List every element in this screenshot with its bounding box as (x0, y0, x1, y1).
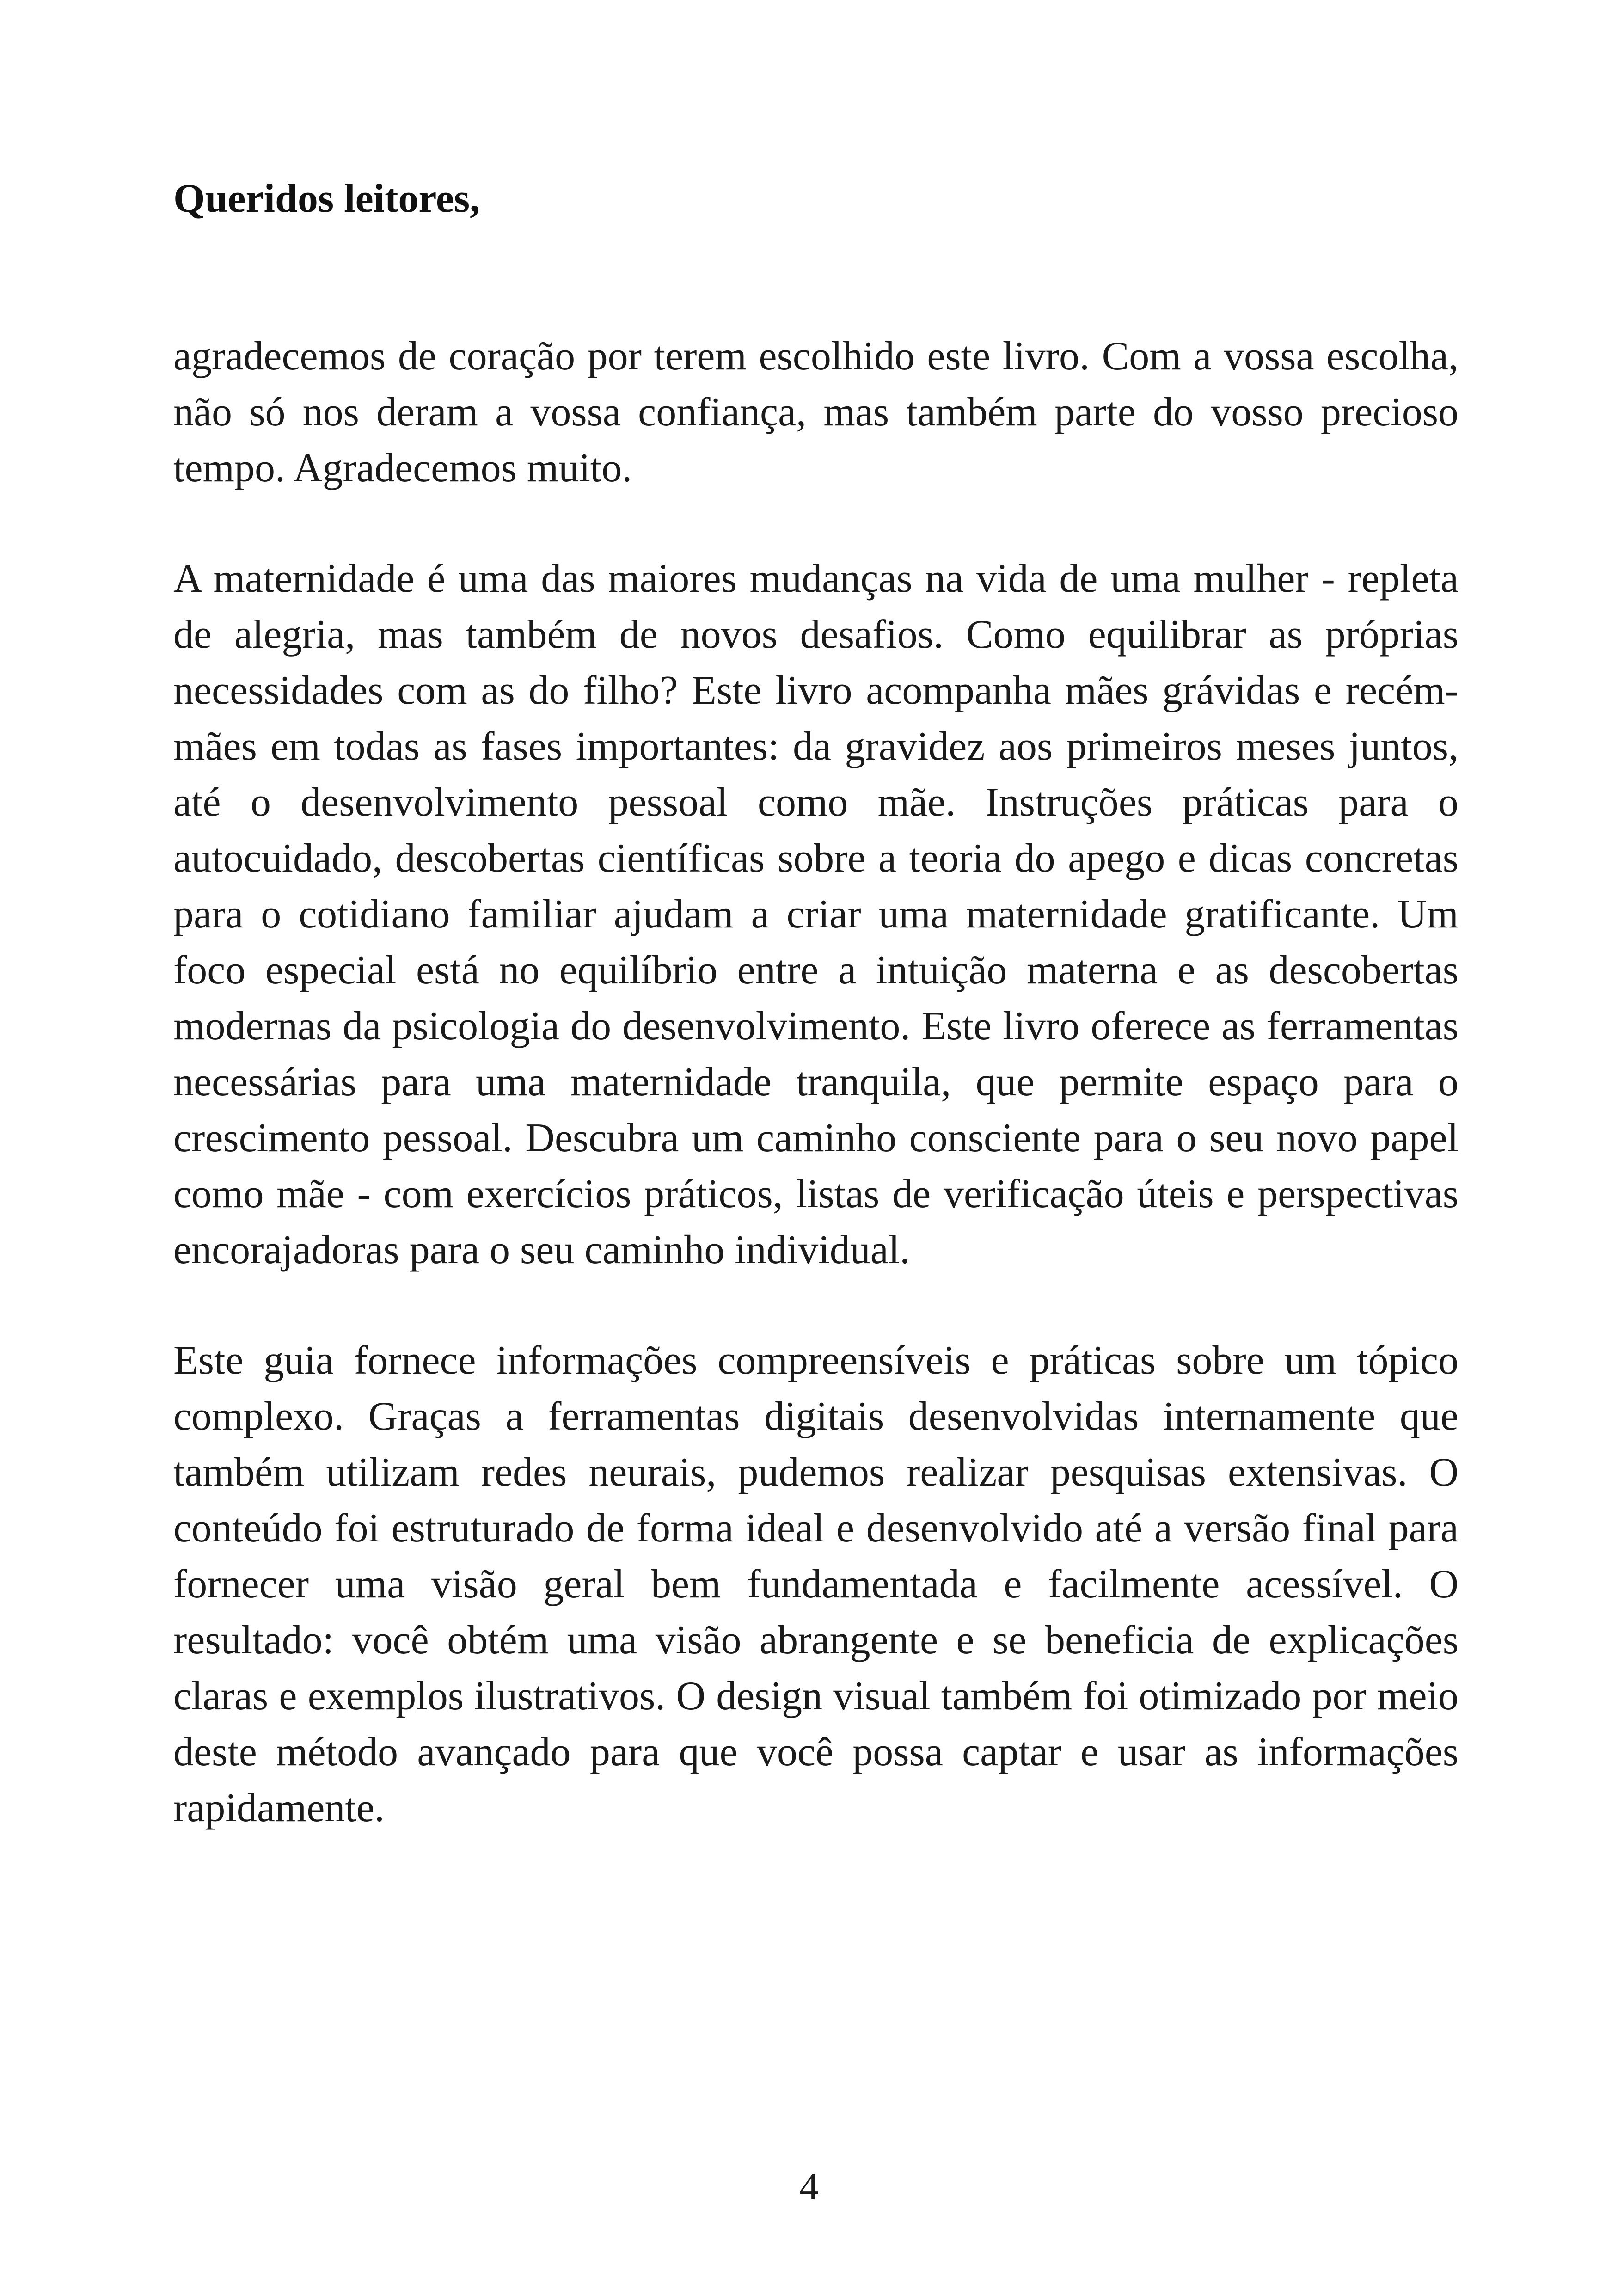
greeting-heading: Queridos leitores, (173, 176, 480, 221)
page-content (173, 171, 1459, 1836)
paragraph-book-description: A maternidade é uma das maiores mudanças na vida de uma mulher - repleta de alegria, mas também de novos desafios. Como equilibrar as próprias necessidades com as do filho? Este livro acompanha mães grávidas e recém-mães em todas as fases importantes: da gravidez aos primeiros meses juntos, até o desenvolvimento pessoal como mãe. Instruções práticas para o autocuidado, descobertas científicas sobre a teoria do apego e dicas concretas para o cotidiano familiar ajudam a criar uma maternidade gratificante. Um foco especial está no equilíbrio entre a intuição materna e as descobertas modernas da psicologia do desenvolvimento. Este livro oferece as ferramentas necessárias para uma maternidade tranquila, que permite espaço para o crescimento pessoal. Descubra um caminho consciente para o seu novo papel como mãe - com exercícios práticos, listas de verificação úteis e perspectivas encorajadoras para o seu caminho individual. (173, 556, 1459, 1272)
page-number: 4 (799, 2165, 819, 2208)
paragraph-guide-method: Este guia fornece informações compreensíveis e práticas sobre um tópico complexo. Graças a ferramentas digitais desenvolvidas internamente que também utilizam redes neurais, pudemos realizar pesquisas extensivas. O conteúdo foi estruturado de forma ideal e desenvolvido até a versão final para fornecer uma visão geral bem fundamentada e facilmente acessível. O resultado: você obtém uma visão abrangente e se beneficia de explicações claras e exemplos ilustrativos. O design visual também foi otimizado por meio deste método avançado para que você possa captar e usar as informações rapidamente. (173, 1338, 1459, 1830)
paragraph-thanks: agradecemos de coração por terem escolhido este livro. Com a vossa escolha, não só nos deram a vossa confiança, mas também parte do vosso precioso tempo. Agradecemos muito. (173, 334, 1459, 491)
